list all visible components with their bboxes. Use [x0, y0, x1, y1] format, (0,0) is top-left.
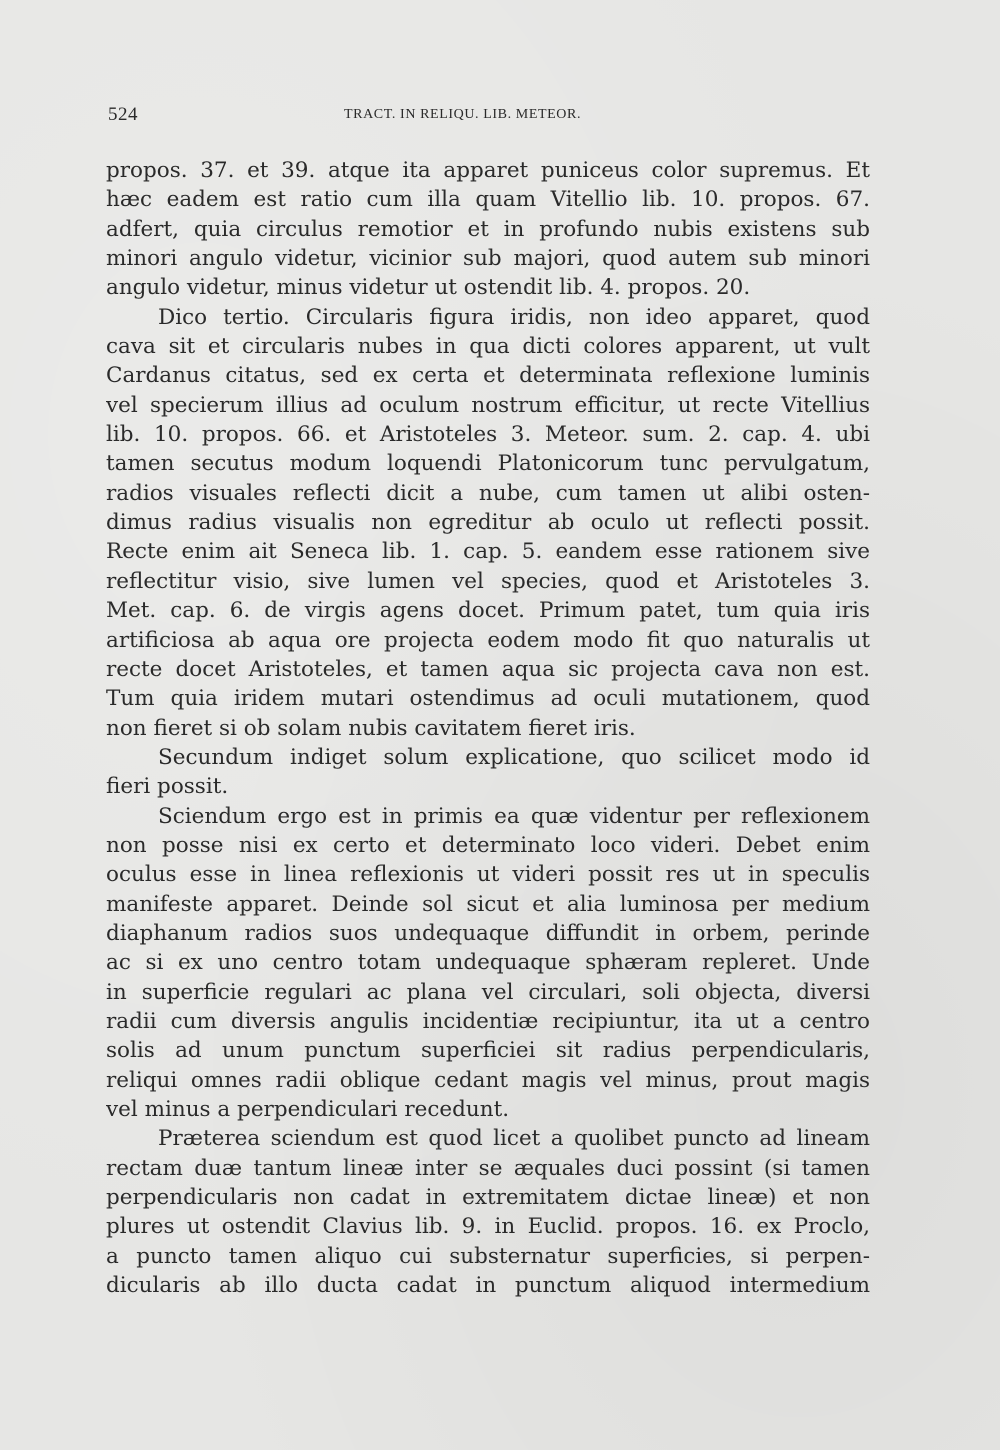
text-line: Recte enim ait Seneca lib. 1. cap. 5. eandem esse rationem sive [106, 539, 870, 565]
text-line: vel minus a perpendiculari recedunt. [106, 1097, 510, 1122]
running-title: TRACT. IN RELIQU. LIB. METEOR. [344, 107, 582, 122]
text-line: propos. 37. et 39. atque ita apparet puniceus color supremus. Et [106, 158, 870, 183]
text-line: Tum quia iridem mutari ostendimus ad oculi mutationem, quod [106, 686, 870, 712]
text-line: vel specierum illius ad oculum nostrum efficitur, ut recte Vitellius [106, 392, 870, 418]
text-line: tamen secutus modum loquendi Platonicorum tunc pervulgatum, [106, 451, 870, 477]
text-line: rectam duæ tantum lineæ inter se æquales duci possint (si tamen [106, 1155, 870, 1181]
text-line: perpendicularis non cadat in extremitatem dictae lineæ) et non [106, 1185, 870, 1211]
text-line: reliqui omnes radii oblique cedant magis vel minus, prout magis [106, 1067, 870, 1093]
text-line: Cardanus citatus, sed ex certa et determinata reflexione luminis [106, 363, 870, 389]
text-line: solis ad unum punctum superficiei sit radius perpendicularis, [106, 1038, 870, 1064]
text-line: manifeste apparet. Deinde sol sicut et alia luminosa per medium [106, 891, 870, 917]
text-line: in superficie regulari ac plana vel circulari, soli objecta, diversi [106, 979, 870, 1005]
text-line: reflectitur visio, sive lumen vel species, quod et Aristoteles 3. [106, 568, 870, 594]
page-header [108, 104, 868, 128]
text-line: oculus esse in linea reflexionis ut videri possit res ut in speculis [106, 862, 870, 888]
text-line: non fieret si ob solam nubis cavitatem fieret iris. [106, 715, 636, 741]
text-line: dicularis ab illo ducta cadat in punctum aliquod intermedium [106, 1273, 870, 1299]
text-line: cava sit et circularis nubes in qua dicti colores apparent, ut vult [106, 334, 870, 360]
text-line: Dico tertio. Circularis figura iridis, non ideo apparet, quod [158, 304, 870, 330]
text-line: ac si ex uno centro totam undequaque sphæram repleret. Unde [106, 950, 870, 976]
text-line: Met. cap. 6. de virgis agens docet. Primum patet, tum quia iris [106, 598, 870, 624]
text-line: plures ut ostendit Clavius lib. 9. in Euclid. propos. 16. ex Proclo, [106, 1214, 870, 1240]
text-line: lib. 10. propos. 66. et Aristoteles 3. Meteor. sum. 2. cap. 4. ubi [106, 422, 870, 448]
text-line: diaphanum radios suos undequaque diffundit in orbem, perinde [106, 920, 870, 946]
text-line: dimus radius visualis non egreditur ab oculo ut reflecti possit. [106, 510, 870, 536]
text-line: radios visuales reflecti dicit a nube, cum tamen ut alibi osten- [106, 480, 870, 506]
text-line: a puncto tamen aliquo cui substernatur superficies, si perpen- [106, 1243, 870, 1269]
text-line: adfert, quia circulus remotior et in profundo nubis existens sub [106, 216, 870, 242]
text-line: recte docet Aristoteles, et tamen aqua sic projecta cava non est. [106, 656, 870, 682]
text-line: Præterea sciendum est quod licet a quolibet puncto ad lineam [158, 1126, 870, 1152]
body-text [106, 156, 870, 1300]
text-line: fieri possit. [106, 774, 229, 800]
text-line: artificiosa ab aqua ore projecta eodem modo fit quo naturalis ut [106, 627, 870, 653]
text-line: Sciendum ergo est in primis ea quæ videntur per reflexionem [158, 803, 870, 829]
text-line: non posse nisi ex certo et determinato loco videri. Debet enim [106, 832, 870, 858]
text-line: hæc eadem est ratio cum illa quam Vitellio lib. 10. propos. 67. [106, 187, 870, 213]
text-line: radii cum diversis angulis incidentiæ recipiuntur, ita ut a centro [106, 1008, 870, 1034]
text-line: angulo videtur, minus videtur ut ostendit lib. 4. propos. 20. [106, 275, 751, 301]
text-line: minori angulo videtur, vicinior sub majori, quod autem sub minori [106, 246, 870, 272]
text-line: Secundum indiget solum explicatione, quo scilicet modo id [158, 744, 870, 770]
page-number: 524 [108, 104, 138, 125]
